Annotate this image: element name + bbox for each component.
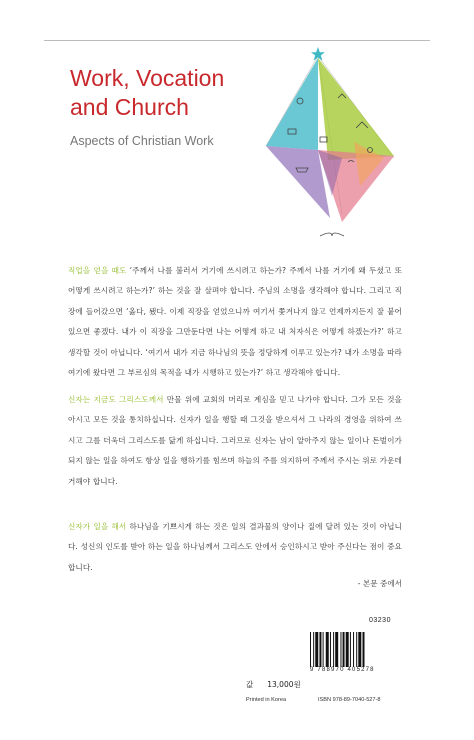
- title-line-1: Work, Vocation: [70, 65, 225, 91]
- barcode-bar: [315, 632, 318, 672]
- paragraph-highlight: 직업을 얻을 때도: [68, 265, 127, 275]
- barcode-bar: [333, 632, 334, 672]
- barcode-digits: 9 788970 405278: [310, 667, 375, 673]
- barcode-bar: [319, 632, 321, 672]
- title-line-2: and Church: [70, 94, 189, 120]
- price-label: 값: [246, 680, 254, 689]
- diamond-emblem: [262, 46, 410, 242]
- paragraph-highlight: 신자는 지금도 그리스도께서: [68, 394, 164, 404]
- top-divider: [44, 40, 430, 41]
- body-paragraph-1: [68, 261, 402, 384]
- barcode-bar: [323, 632, 324, 672]
- barcode-bar: [313, 632, 314, 672]
- body-paragraph-3: [68, 517, 402, 579]
- price: [246, 679, 301, 690]
- barcode-bar: [363, 632, 365, 672]
- barcode-bar: [350, 632, 351, 672]
- book-title: [70, 64, 270, 122]
- barcode-bar: [310, 632, 311, 672]
- printed-in: Printed in Korea: [246, 697, 287, 703]
- book-icon: [320, 233, 344, 236]
- cyan-facet: [266, 58, 318, 150]
- barcode-bar: [346, 632, 349, 672]
- body-paragraph-2: [68, 390, 402, 493]
- barcode-bar: [356, 632, 357, 672]
- paragraph-highlight: 신자가 일을 해서: [68, 521, 127, 531]
- source-note: - 본문 중에서: [357, 579, 402, 588]
- barcode-bar: [330, 632, 331, 672]
- paragraph-text: 하나님을 기쁘시게 하는 것은 일의 결과물의 양이나 질에 달려 있는 것이 아닙니다. 성신의 인도를 받아 하는 일을 하나님께서 그리스도 안에서 승인하시고 받아 주신다는 점이 중요합니다.: [68, 521, 402, 572]
- barcode-bar: [326, 632, 329, 672]
- paragraph-text: ‘주께서 나를 불러서 거기에 쓰시려고 하는가? 주께서 나를 거기에 왜 두셨고 또 어떻게 쓰시려고 하는가?’ 하는 것을 잘 살펴야 합니다. 주님의 소명을 생각해야 합니다. 그리고 직장에 들어갔으면 ‘옳다, 됐다. 이제 직장을 얻었으니까 여기서 쫓겨나지 않고 언제까지든지 잘 붙어 있으면 좋겠다. 내가 이 직장을 그만둔다면 나는 어떻게 하고 내 처자식은 어떻게 하겠는가?’ 하고 생각할 것이 아닙니다. ‘여기서 내가 지금 하나님의 뜻을 정당하게 이루고 있는가? 내가 소명을 따라 여기에 왔다면 그 부르심의 목적을 내가 시행하고 있는가?’ 하고 생각해야 합니다.: [68, 265, 402, 378]
- paragraph-text: 만물 위에 교회의 머리로 계심을 믿고 나가야 합니다. 그가 모든 것을 아시고 모든 것을 통치하십니다. 신자가 일을 행할 때 그것을 받으셔서 그 나라의 경영을 위하여 쓰시고 그를 더욱더 그리스도를 닮게 하십니다. 그러므로 신자는 남이 알아주지 않는 일이나 돈벌이가 되지 않는 일을 하여도 항상 일을 행하기를 힘쓰며 하늘의 주를 의지하여 주께서 주시는 위로 가운데 거해야 합니다.: [68, 394, 402, 486]
- barcode-bar: [358, 632, 361, 672]
- barcode: [310, 624, 400, 700]
- barcode-bar: [340, 632, 341, 672]
- price-value: 13,000원: [267, 680, 301, 689]
- add-on-code: 03230: [369, 617, 391, 624]
- barcode-bar: [335, 632, 338, 672]
- barcode-bar: [353, 632, 354, 672]
- book-subtitle: Aspects of Christian Work: [70, 134, 214, 148]
- isbn-number: ISBN 978-89-7040-527-8: [318, 697, 381, 703]
- barcode-bar: [343, 632, 345, 672]
